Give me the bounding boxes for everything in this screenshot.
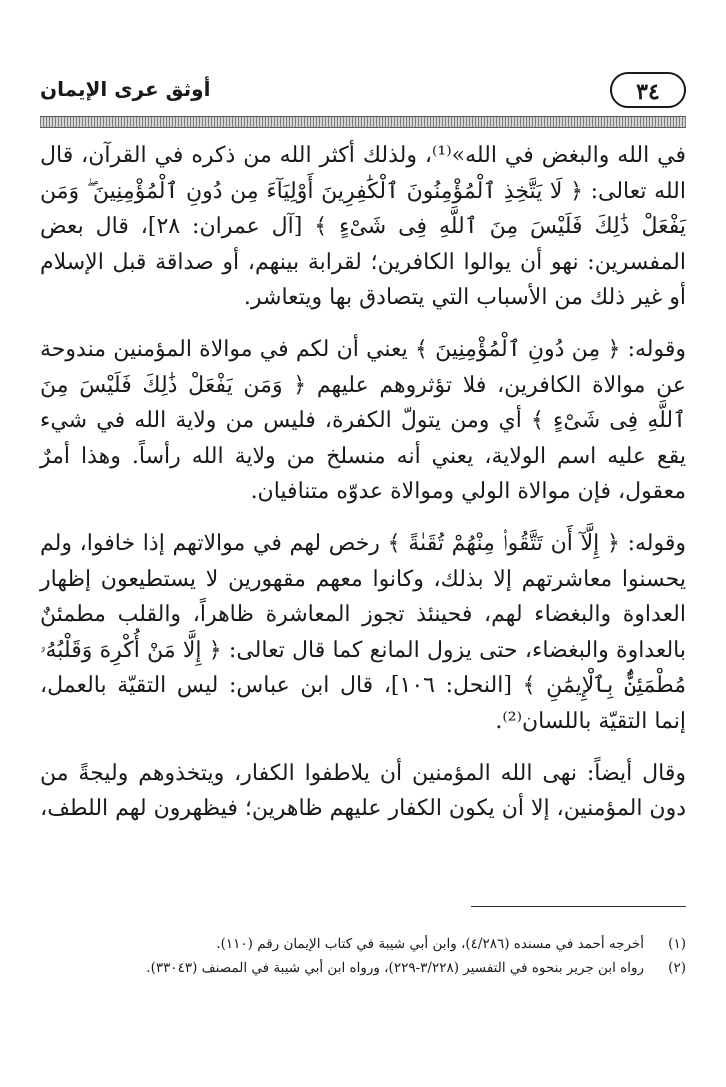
footnotes	[40, 932, 686, 980]
page-header	[40, 68, 686, 118]
footnote-divider	[471, 906, 686, 907]
footnote-1	[40, 932, 686, 956]
footnote-2	[40, 956, 686, 980]
paragraph-4: وقال أيضاً: نهى الله المؤمنين أن يلاطفوا الكفار، ويتخذوهم وليجةً من دون المؤمنين، إلا أن يكون الكفار عليهم ظاهرين؛ فيظهرون لهم اللطف،	[40, 760, 686, 822]
paragraph-2: وقوله: ﴿ مِن دُونِ ٱلْمُؤْمِنِينَ ﴾ يعني أن لكم في موالاة المؤمنين مندوحة عن موالاة الكافرين، فلا تؤثروهم عليهم ﴿ وَمَن يَفْعَلْ ذَٰلِكَ فَلَيْسَ مِنَ ٱللَّهِ فِى شَىْءٍ ﴾ أي ومن يتولّ الكفرة، فليس من ولاية الله في شيء يقع عليه اسم الولاية، يعني أنه منسلخ من ولاية الله رأساً. وهذا أمرٌ معقول، فإن موالاة الولي وموالاة عدوّه متنافيان.	[40, 336, 686, 505]
running-title: أوثق عرى الإيمان	[40, 77, 211, 101]
page-number: ٣٤	[610, 72, 686, 108]
main-text	[40, 138, 686, 827]
paragraph-3: وقوله: ﴿ إِلَّآ أَن تَتَّقُوا۟ مِنْهُمْ تُقَىٰةً ﴾ رخص لهم في موالاتهم إذا خافوا، ولم يحسنوا معاشرتهم إلا بذلك، وكانوا معهم مقهورين لا يستطيعون إظهار العداوة والبغضاء لهم، فحينئذ تجوز المعاشرة ظاهراً، والقلب مطمئنٌ بالعداوة والبغضاء، حتى يزول المانع كما قال تعالى: ﴿ إِلَّا مَنْ أُكْرِهَ وَقَلْبُهُۥ مُطْمَئِنٌّۢ بِٱلْإِيمَٰنِ ﴾ [النحل: ١٠٦]، قال ابن عباس: ليس التقيّة بالعمل، إنما التقيّة باللسان⁽²⁾.	[40, 530, 686, 734]
header-divider	[40, 116, 686, 128]
footnote-number: (١)	[668, 936, 686, 952]
footnote-text: أخرجه أحمد في مسنده (٤/٢٨٦)، وابن أبي شيبة في كتاب الإيمان رقم (١١٠).	[216, 936, 644, 952]
footnote-number: (٢)	[668, 960, 686, 976]
footnote-text: رواه ابن جرير بنحوه في التفسير (٣/٢٢٨-٢٢٩)، ورواه ابن أبي شيبة في المصنف (٣٣٠٤٣).	[146, 960, 644, 976]
paragraph-1: في الله والبغض في الله»⁽¹⁾، ولذلك أكثر الله من ذكره في القرآن، قال الله تعالى: ﴿ لَا يَتَّخِذِ ٱلْمُؤْمِنُونَ ٱلْكَٰفِرِينَ أَوْلِيَآءَ مِن دُونِ ٱلْمُؤْمِنِينَ ۖ وَمَن يَفْعَلْ ذَٰلِكَ فَلَيْسَ مِنَ ٱللَّهِ فِى شَىْءٍ ﴾ [آل عمران: ٢٨]، قال بعض المفسرين: نهو أن يوالوا الكافرين؛ لقرابة بينهم، أو صداقة قبل الإسلام أو غير ذلك من الأسباب التي يتصادق بها ويتعاشر.	[40, 143, 686, 311]
